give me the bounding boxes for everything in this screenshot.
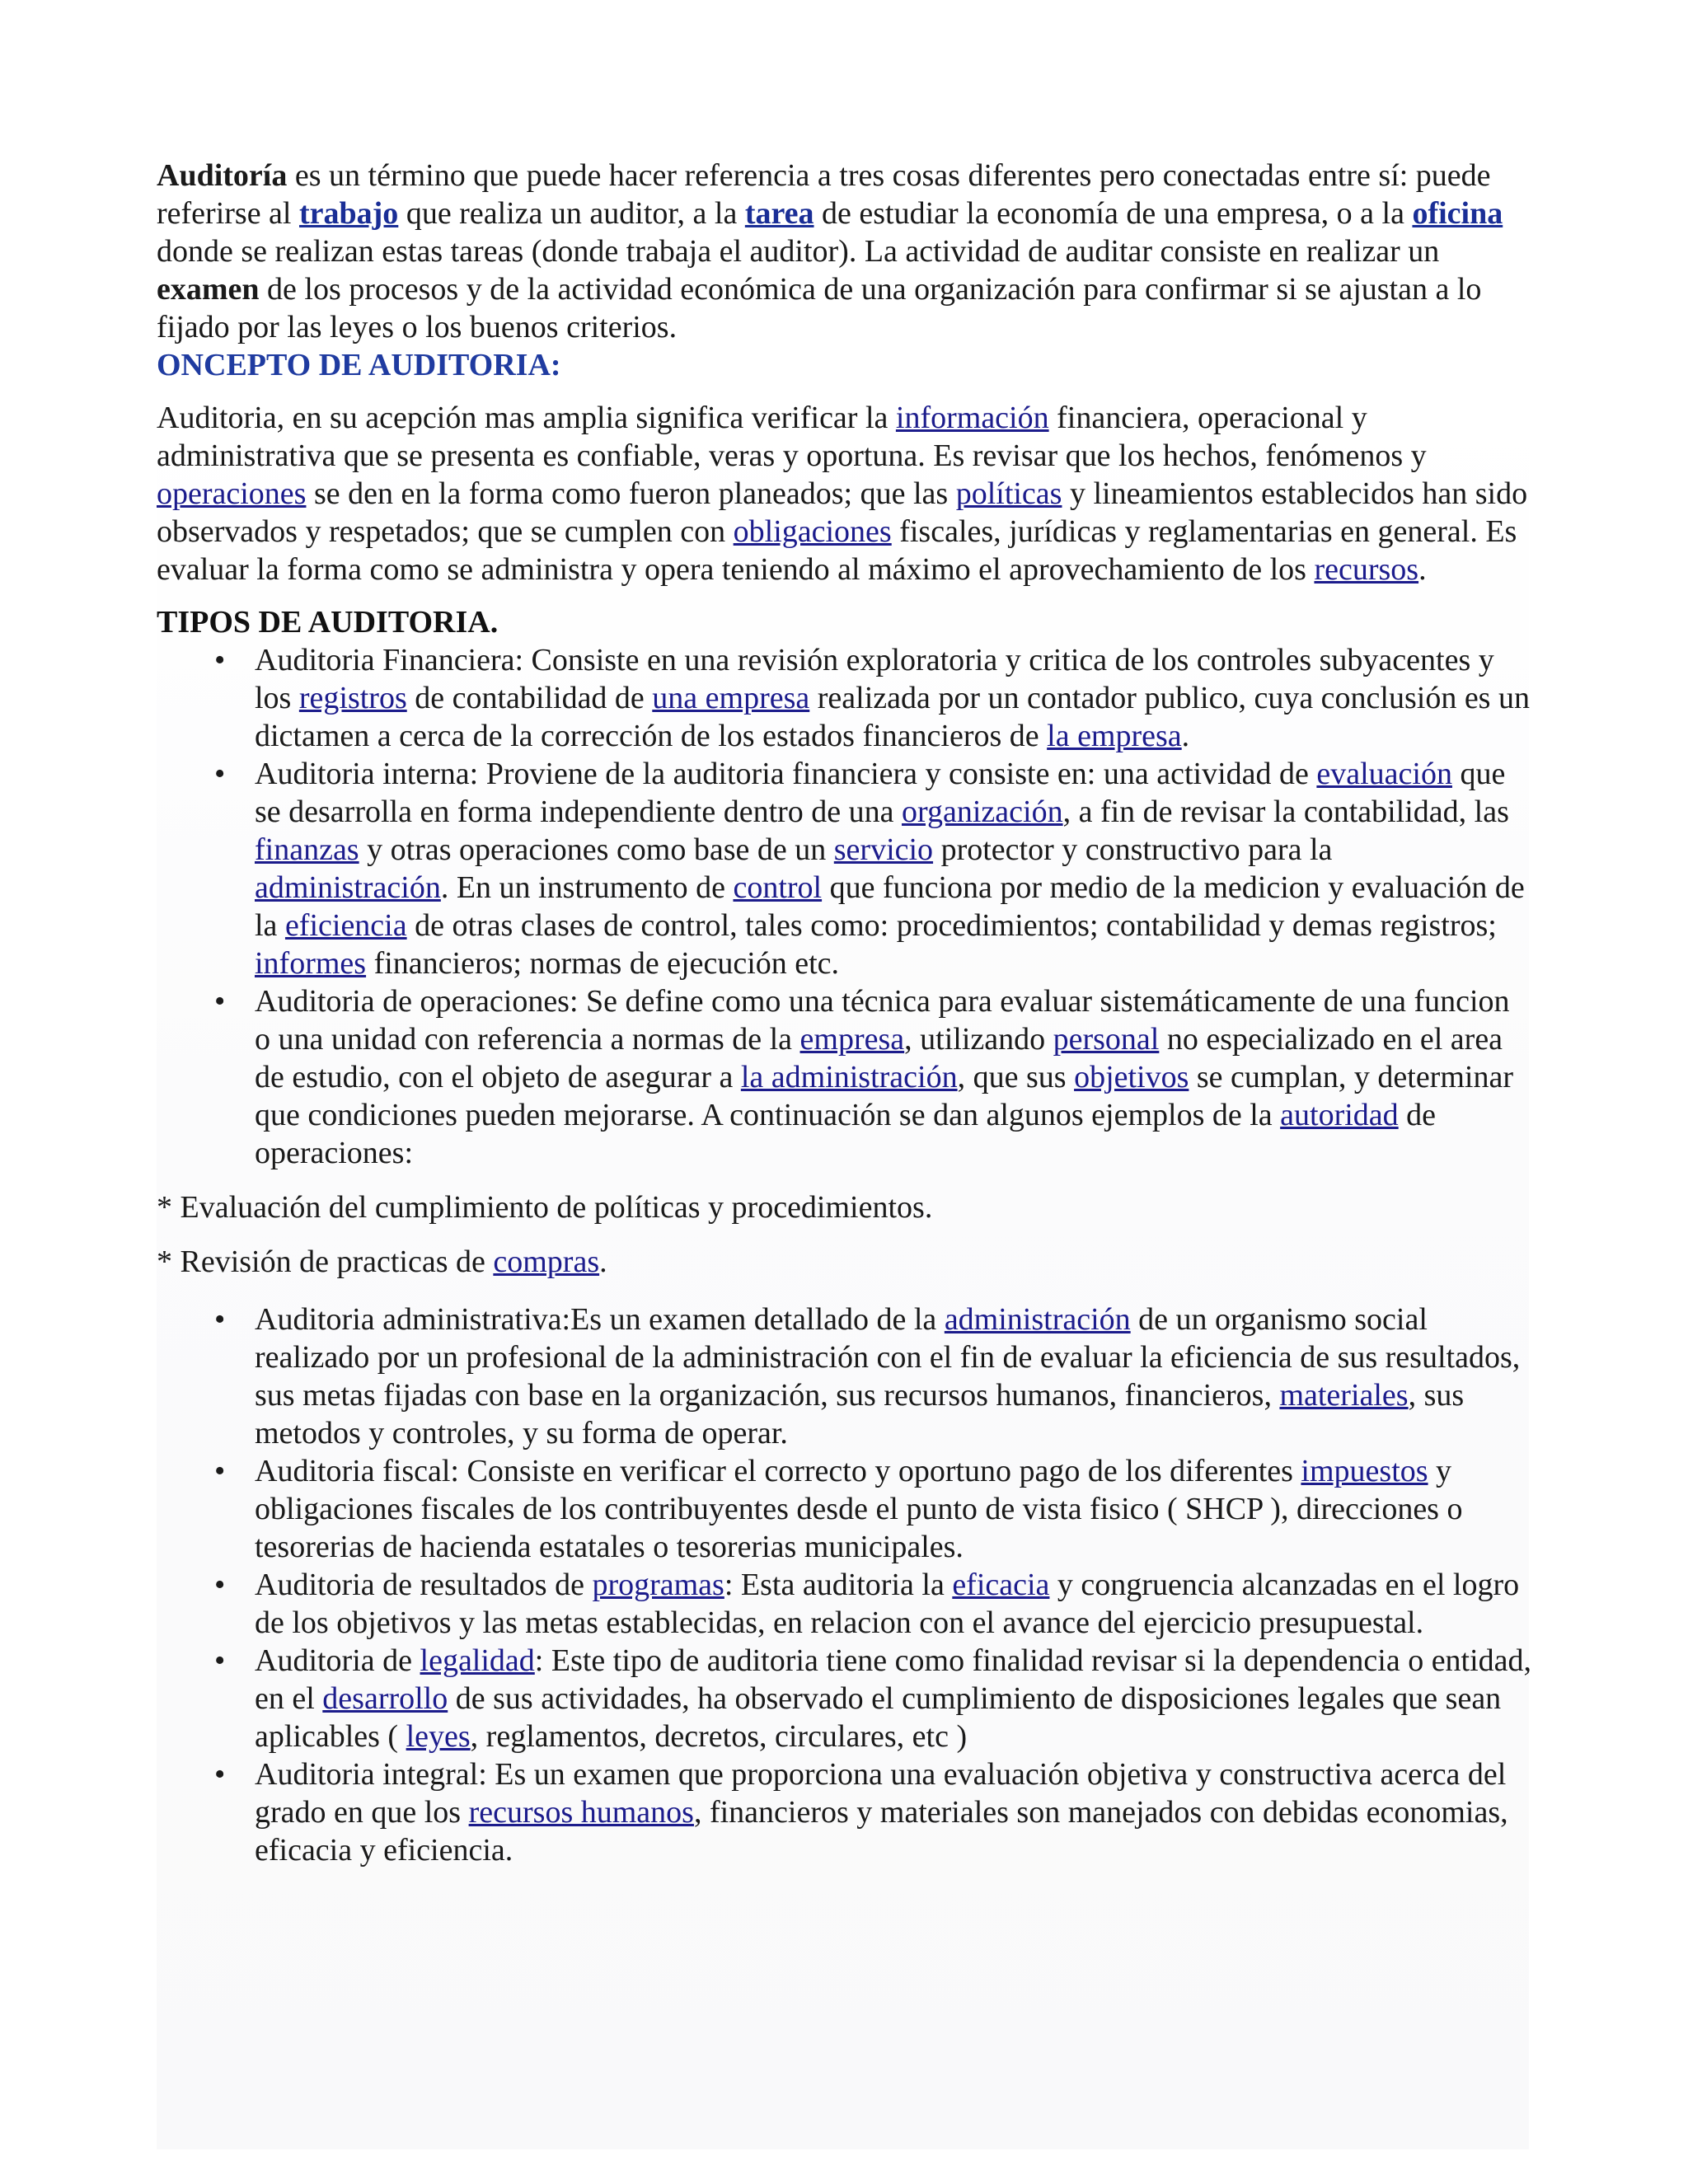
item-text: . En un instrumento de — [440, 870, 734, 905]
concept-heading: ONCEPTO DE AUDITORIA: — [157, 348, 561, 382]
item-text: , sus metodos y controles, y su forma de operar. — [255, 1378, 1465, 1451]
link-administracion[interactable]: administración — [255, 870, 441, 905]
item-text: no especializado en el area de estudio, con el objeto de asegurar a — [255, 1022, 1503, 1094]
link-personal[interactable]: personal — [1053, 1022, 1160, 1057]
asterisk-text: . — [599, 1244, 607, 1279]
item-text: , financieros y materiales son manejados con debidas economias, eficacia y eficiencia. — [255, 1795, 1508, 1868]
link-politicas[interactable]: políticas — [955, 476, 1062, 511]
link-la-empresa[interactable]: la empresa — [1047, 719, 1182, 753]
concept-text: . — [1418, 552, 1427, 587]
link-programas[interactable]: programas — [592, 1568, 724, 1602]
concept-paragraph — [157, 399, 1533, 588]
concept-text: fiscales, jurídicas y reglamentarias en general. Es evaluar la forma como se administra y opera teniendo al máximo el aprovechamiento de los — [157, 514, 1517, 587]
link-recursos[interactable]: recursos — [1314, 552, 1419, 587]
item-text: y congruencia alcanzadas en el logro de los objetivos y las metas establecidas, en relacion con el avance del ejercicio presupuestal. — [255, 1568, 1520, 1640]
concept-text: Auditoria, en su acepción mas amplia significa verificar la — [157, 401, 896, 435]
item-text: de operaciones: — [255, 1098, 1437, 1170]
item-text: protector y constructivo para la — [933, 832, 1333, 867]
concept-text: se den en la forma como fueron planeados; que las — [306, 476, 956, 511]
list-item-legalidad — [157, 1642, 1533, 1755]
link-materiales[interactable]: materiales — [1279, 1378, 1409, 1413]
item-text: y otras operaciones como base de un — [359, 832, 834, 867]
list-item-administrativa — [157, 1301, 1533, 1452]
item-text: se cumplan, y determinar que condiciones pueden mejorarse. A continuación se dan algunos ejemplos de la — [255, 1060, 1513, 1132]
link-organizacion[interactable]: organización — [902, 794, 1063, 829]
link-informacion[interactable]: información — [895, 401, 1049, 435]
link-objetivos[interactable]: objetivos — [1074, 1060, 1189, 1094]
item-text: Auditoria de — [255, 1643, 420, 1678]
asterisk-text: * Revisión de practicas de — [157, 1244, 494, 1279]
item-text: Auditoria administrativa:Es un examen detallado de la — [255, 1302, 945, 1337]
list-item-fiscal — [157, 1452, 1533, 1566]
link-la-administracion[interactable]: la administración — [740, 1060, 958, 1094]
item-text: Auditoria integral: Es un examen que proporciona una evaluación objetiva y constructiva acerca del grado en que los — [255, 1757, 1507, 1830]
link-oficina[interactable]: oficina — [1412, 196, 1503, 231]
audit-types-list — [157, 641, 1533, 1172]
link-administracion-2[interactable]: administración — [944, 1302, 1131, 1337]
item-text: , utilizando — [904, 1022, 1053, 1057]
term-examen: examen — [157, 272, 260, 307]
link-evaluacion[interactable]: evaluación — [1316, 757, 1452, 791]
item-text: Auditoria Financiera: Consiste en una revisión exploratoria y critica de los controles subyacentes y los — [255, 643, 1494, 715]
item-text: realizada por un contador publico, cuya conclusión es un dictamen a cerca de la corrección de los estados financieros de — [255, 681, 1530, 753]
item-text: , reglamentos, decretos, circulares, etc ) — [470, 1719, 968, 1754]
link-impuestos[interactable]: impuestos — [1301, 1454, 1428, 1488]
item-text: que se desarrolla en forma independiente dentro de una — [255, 757, 1506, 829]
list-item-financiera — [157, 641, 1533, 755]
intro-text: donde se realizan estas tareas (donde trabaja el auditor). La actividad de auditar consiste en realizar un — [157, 234, 1440, 269]
item-text: Auditoria de operaciones: Se define como una técnica para evaluar sistemáticamente de una funcion o una unidad con referencia a normas de la — [255, 984, 1510, 1057]
audit-types-list-2 — [157, 1301, 1533, 1869]
item-text: de contabilidad de — [406, 681, 653, 715]
link-autoridad[interactable]: autoridad — [1280, 1098, 1399, 1132]
list-item-integral — [157, 1755, 1533, 1869]
link-informes[interactable]: informes — [255, 946, 367, 981]
item-text: Auditoria fiscal: Consiste en verificar el correcto y oportuno pago de los diferentes — [255, 1454, 1301, 1488]
link-legalidad[interactable]: legalidad — [420, 1643, 535, 1678]
term-auditoria: Auditoría — [157, 158, 288, 193]
item-text: , a fin de revisar la contabilidad, las — [1062, 794, 1509, 829]
item-text: financieros; normas de ejecución etc. — [366, 946, 840, 981]
item-text: de otras clases de control, tales como: procedimientos; contabilidad y demas registros; — [406, 908, 1497, 943]
item-text: Auditoria de resultados de — [255, 1568, 593, 1602]
link-recursos-humanos[interactable]: recursos humanos — [468, 1795, 694, 1830]
concept-text: y lineamientos establecidos han sido observados y respetados; que se cumplen con — [157, 476, 1528, 549]
link-operaciones[interactable]: operaciones — [157, 476, 307, 511]
item-text: Auditoria interna: Proviene de la auditoria financiera y consiste en: una actividad de — [255, 757, 1317, 791]
intro-text: es un término que puede hacer referencia a tres cosas diferentes pero conectadas entre sí: puede referirse al — [157, 158, 1491, 231]
link-servicio[interactable]: servicio — [833, 832, 934, 867]
link-registros[interactable]: registros — [298, 681, 407, 715]
item-text: de un organismo social realizado por un profesional de la administración con el fin de evaluar la eficiencia de sus resultados, sus metas fijadas con base en la organización, sus recursos humanos, financieros, — [255, 1302, 1521, 1413]
item-text: : Esta auditoria la — [724, 1568, 953, 1602]
types-heading: TIPOS DE AUDITORIA. — [157, 605, 499, 640]
document-body — [157, 157, 1533, 1869]
link-leyes[interactable]: leyes — [406, 1719, 471, 1754]
link-obligaciones[interactable]: obligaciones — [733, 514, 892, 549]
item-text: . — [1181, 719, 1190, 753]
link-empresa[interactable]: empresa — [799, 1022, 905, 1057]
item-text: y obligaciones fiscales de los contribuyentes desde el punto de vista fisico ( SHCP ), direcciones o tesorerias de hacienda estatales o tesorerias municipales. — [255, 1454, 1463, 1564]
link-eficacia[interactable]: eficacia — [952, 1568, 1050, 1602]
item-text: que funciona por medio de la medicion y evaluación de la — [255, 870, 1525, 943]
item-text: de sus actividades, ha observado el cumplimiento de disposiciones legales que sean aplicables ( — [255, 1681, 1502, 1754]
intro-text: de los procesos y de la actividad económica de una organización para confirmar si se ajustan a lo fijado por las leyes o los buenos criterios. — [157, 272, 1482, 344]
link-una-empresa[interactable]: una empresa — [652, 681, 810, 715]
asterisk-line-2 — [157, 1243, 1533, 1281]
link-tarea[interactable]: tarea — [744, 196, 814, 231]
link-desarrollo[interactable]: desarrollo — [322, 1681, 448, 1716]
asterisk-line-1: * Evaluación del cumplimiento de políticas y procedimientos. — [157, 1190, 933, 1225]
link-control[interactable]: control — [733, 870, 823, 905]
item-text: : Este tipo de auditoria tiene como finalidad revisar si la dependencia o entidad, en el — [255, 1643, 1532, 1716]
list-item-operaciones — [157, 982, 1533, 1172]
intro-text: de estudiar la economía de una empresa, o a la — [814, 196, 1413, 231]
list-item-resultados — [157, 1566, 1533, 1642]
link-compras[interactable]: compras — [493, 1244, 600, 1279]
link-finanzas[interactable]: finanzas — [255, 832, 359, 867]
intro-text: que realiza un auditor, a la — [398, 196, 745, 231]
concept-text: financiera, operacional y administrativa que se presenta es confiable, veras y oportuna. Es revisar que los hechos, fenómenos y — [157, 401, 1427, 473]
link-trabajo[interactable]: trabajo — [299, 196, 399, 231]
intro-paragraph — [157, 157, 1533, 346]
list-item-interna — [157, 755, 1533, 982]
item-text: , que sus — [957, 1060, 1075, 1094]
link-eficiencia[interactable]: eficiencia — [284, 908, 407, 943]
